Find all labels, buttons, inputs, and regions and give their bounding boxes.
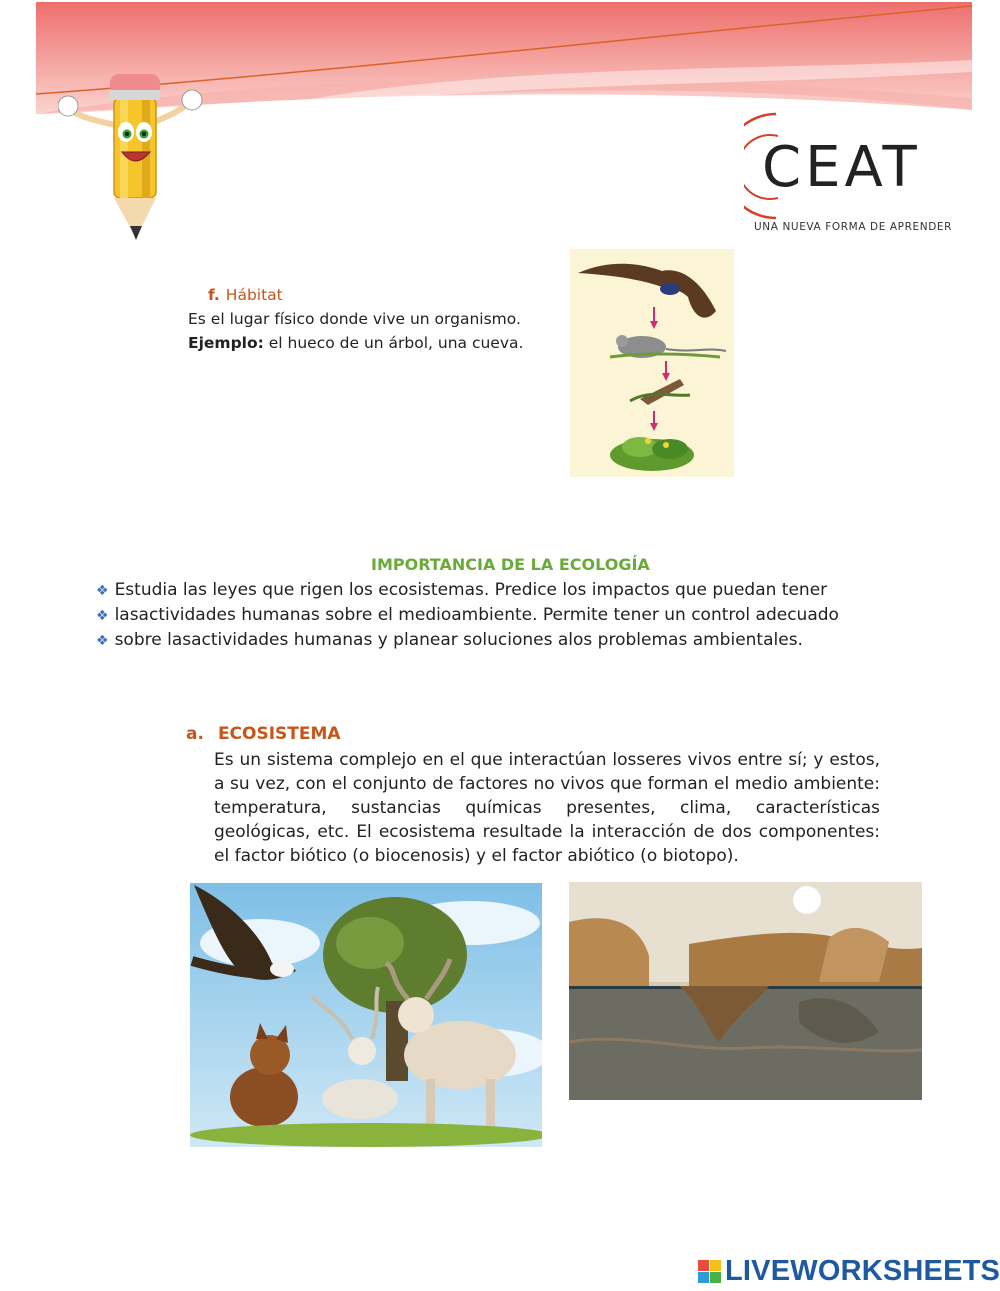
list-item-text: lasactividades humanas sobre el medioambiente. Permite tener un control adecuado xyxy=(114,605,839,625)
list-item-text: Estudia las leyes que rigen los ecosistemas. Predice los impactos que puedan tener xyxy=(114,580,828,600)
ecosystem-title: ECOSISTEMA xyxy=(217,724,341,744)
habitat-heading xyxy=(188,283,548,307)
logo-tagline: UNA NUEVA FORMA DE APRENDER xyxy=(754,221,953,233)
biotic-factor-illustration xyxy=(190,883,542,1147)
list-item xyxy=(96,628,896,653)
example-label: Ejemplo: xyxy=(188,334,264,352)
liveworksheets-brand xyxy=(698,1255,1000,1287)
food-chain-illustration xyxy=(570,249,734,477)
habitat-letter: f. xyxy=(208,286,220,304)
diamond-bullet-icon: ❖ xyxy=(96,583,109,599)
abiotic-factor-illustration xyxy=(569,882,922,1100)
importance-list xyxy=(96,578,896,653)
importance-title: IMPORTANCIA DE LA ECOLOGÍA xyxy=(371,555,650,574)
liveworksheets-logo-icon xyxy=(698,1260,721,1283)
ecosystem-heading xyxy=(186,724,341,744)
diamond-bullet-icon: ❖ xyxy=(96,608,109,624)
diamond-bullet-icon: ❖ xyxy=(96,633,109,649)
list-item xyxy=(96,603,896,628)
logo-text: CEAT xyxy=(762,135,921,200)
ceat-logo xyxy=(744,112,934,234)
pencil-mascot-icon xyxy=(58,66,203,246)
habitat-definition: Es el lugar físico donde vive un organismo. xyxy=(188,310,521,328)
habitat-section xyxy=(188,283,548,355)
ecosystem-letter: a. xyxy=(186,724,204,744)
list-item xyxy=(96,578,896,603)
list-item-text: sobre lasactividades humanas y planear soluciones alos problemas ambientales. xyxy=(114,630,803,650)
example-text: el hueco de un árbol, una cueva. xyxy=(263,334,524,352)
habitat-example xyxy=(188,331,548,355)
brand-text: LIVEWORKSHEETS xyxy=(725,1254,1000,1287)
habitat-title: Hábitat xyxy=(225,286,283,304)
ecosystem-paragraph: Es un sistema complejo en el que interactúan losseres vivos entre sí; y estos, a su vez, con el conjunto de factores no vivos que forman el medio ambiente: temperatura, sustancias químicas presentes, clima, características geológicas, etc. El ecosistema resultade la interacción de dos componentes: el factor biótico (o biocenosis) y el factor abiótico (o biotopo). xyxy=(214,750,880,866)
